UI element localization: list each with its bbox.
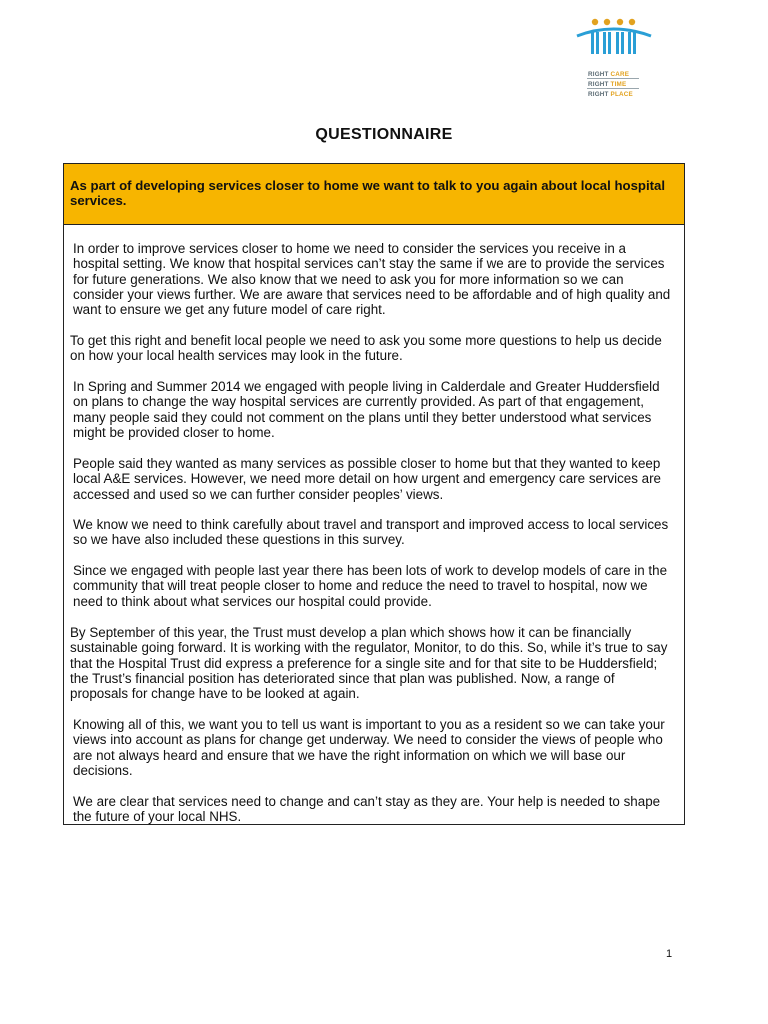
questionnaire-intro-box — [63, 163, 685, 825]
paragraph-get-this-right: To get this right and benefit local people we need to ask you some more questions to help us decide on how your local health services may look in the future. — [70, 333, 662, 364]
paragraph-models-of-care: Since we engaged with people last year there has been lots of work to develop models of care in the community that will treat people closer to home and reduce the need to travel to hospital, now we need to think about what services our hospital could provide. — [73, 563, 668, 609]
paragraph-local-ae: People said they wanted as many services as possible closer to home but that they wanted to keep local A&E services. However, we need more detail on how urgent and emergency care services are accessed and used so we can further consider peoples’ views. — [73, 456, 661, 502]
logo-tagline-time: RIGHT TIME — [588, 81, 627, 88]
paragraph-financial-plan: By September of this year, the Trust must develop a plan which shows how it can be financially sustainable going forward. It is working with the regulator, Monitor, to do this. So, while it’s true to say that the Hospital Trust did express a preference for a single site and for that site to be Huddersfield; the Trust’s financial position has deteriorated since that plan was published. Now, a range of proposals for change have to be looked at again. — [70, 625, 668, 702]
right-care-logo — [573, 14, 655, 96]
paragraph-improve-services: In order to improve services closer to home we need to consider the services you receive in a hospital setting. We know that hospital services can’t stay the same if we are to provide the services for future generations. We also know that we need to ask you for more information so we can consider your views further. We are aware that services need to be affordable and of high quality and want to ensure we get any future model of care right. — [73, 241, 671, 318]
people-figures-icon — [573, 14, 655, 70]
paragraph-travel-transport: We know we need to think carefully about travel and transport and improved access to local services so we have also included these questions in this survey. — [73, 517, 669, 548]
paragraph-tell-us: Knowing all of this, we want you to tell us want is important to you as a resident so we can take your views into account as plans for change get underway. We need to consider the views of people who are not always heard and ensure that we have the right information on which we will base our decisions. — [73, 717, 665, 778]
logo-tagline-place: RIGHT PLACE — [588, 91, 633, 98]
intro-banner — [64, 164, 684, 225]
logo-tagline-care: RIGHT CARE — [588, 71, 630, 78]
page-number: 1 — [666, 948, 673, 960]
page-title: QUESTIONNAIRE — [315, 126, 453, 143]
paragraph-spring-summer-2014: In Spring and Summer 2014 we engaged with people living in Calderdale and Greater Huddersfield on plans to change the way hospital services are currently provided. As part of that engagement, many people said they could not comment on the plans until they better understood what services might be provided closer to home. — [73, 379, 660, 440]
banner-text: As part of developing services closer to home we want to talk to you again about local hospital services. — [70, 178, 666, 208]
paragraph-your-help: We are clear that services need to change and can’t stay as they are. Your help is needed to shape the future of your local NHS. — [73, 794, 661, 825]
